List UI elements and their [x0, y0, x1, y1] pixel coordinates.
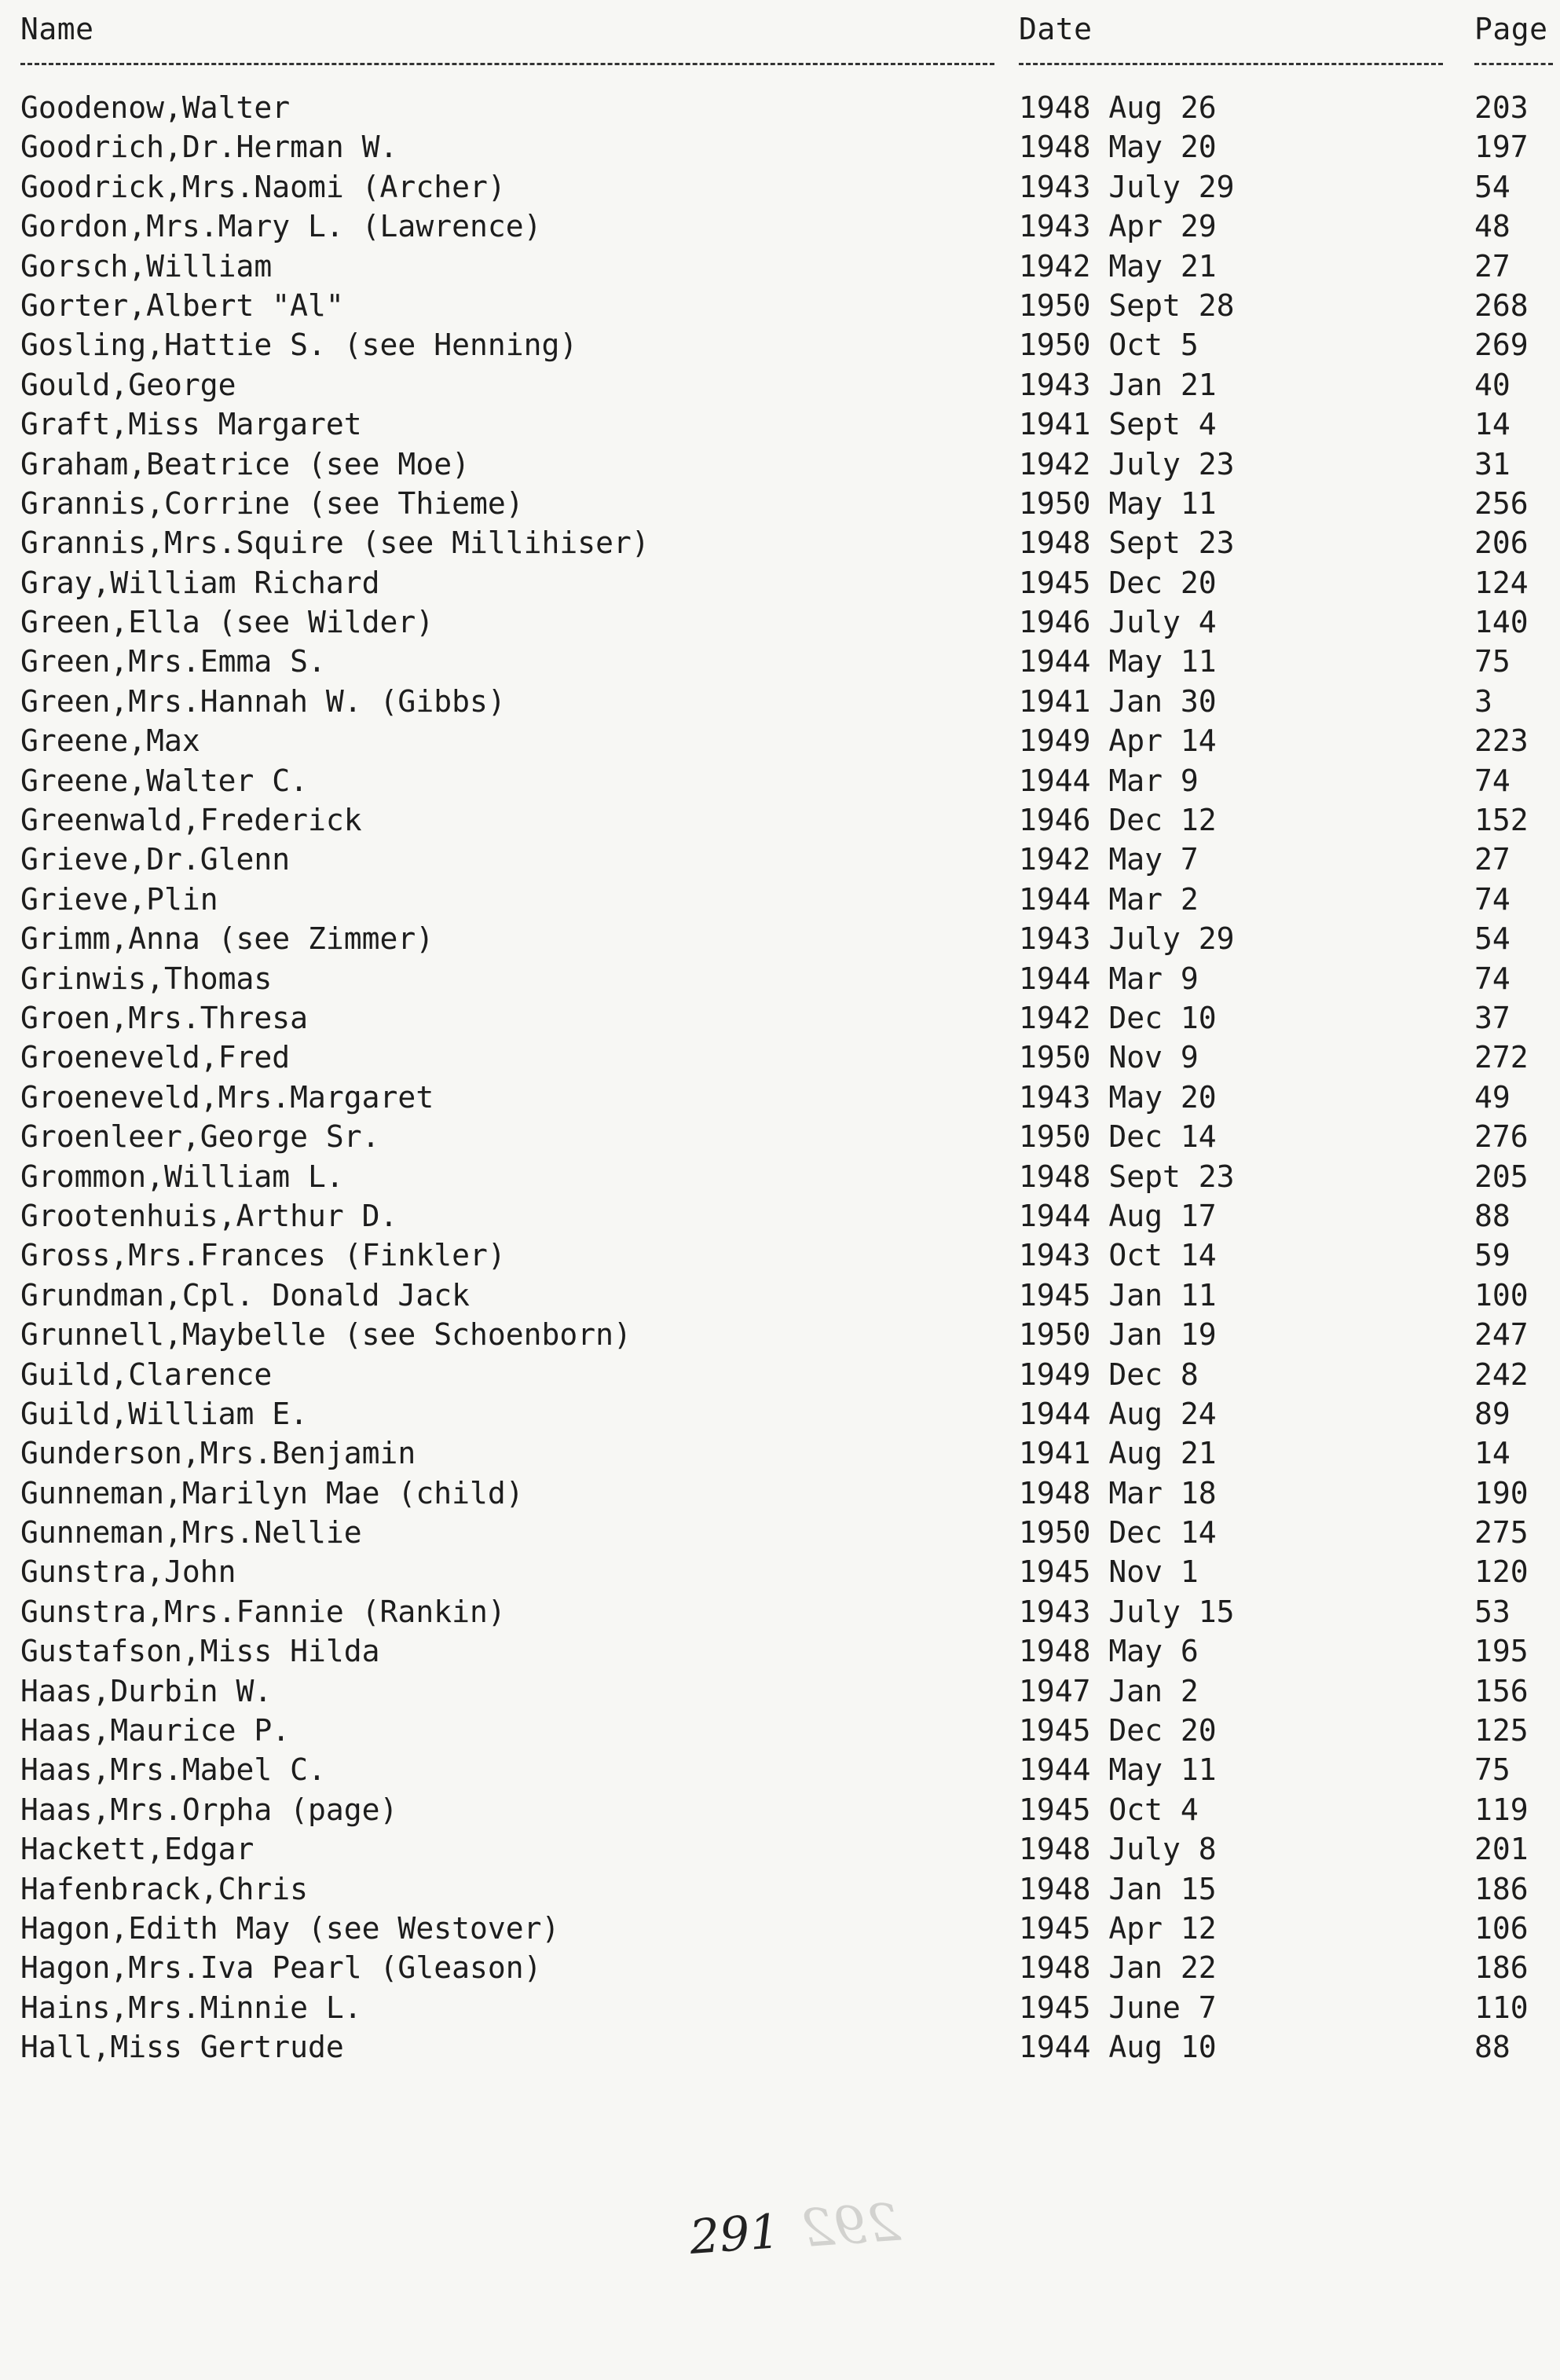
bleed-through-page-number: 292: [799, 2191, 903, 2260]
entry-page: 125: [1474, 1713, 1529, 1748]
index-entry-row: [0, 365, 1560, 405]
index-entry-row: [0, 523, 1560, 562]
entry-page: 74: [1474, 763, 1511, 798]
entry-page: 74: [1474, 881, 1511, 917]
index-entry-row: [0, 484, 1560, 523]
index-entry-row: [0, 721, 1560, 760]
entry-page: 268: [1474, 287, 1529, 323]
entry-date: 1948 Mar 18: [1019, 1475, 1217, 1510]
index-entry-row: [0, 1988, 1560, 2027]
entry-page: 203: [1474, 90, 1529, 125]
entry-date: 1941 Jan 30: [1019, 683, 1217, 719]
index-entry-row: [0, 247, 1560, 286]
entry-page: 275: [1474, 1515, 1529, 1551]
entry-name: Goodenow,Walter: [20, 90, 291, 125]
entry-name: Gunstra,Mrs.Fannie (Rankin): [20, 1594, 506, 1629]
entry-page: 89: [1474, 1396, 1511, 1431]
index-entry-row: [0, 1394, 1560, 1433]
index-entry-row: [0, 1038, 1560, 1077]
entry-name: Grommon,William L.: [20, 1159, 344, 1194]
entry-page: 195: [1474, 1634, 1529, 1669]
entry-page: 88: [1474, 1198, 1511, 1233]
entry-date: 1948 Aug 26: [1019, 90, 1217, 125]
entry-date: 1950 Dec 14: [1019, 1515, 1217, 1551]
entry-name: Haas,Maurice P.: [20, 1713, 291, 1748]
entry-page: 54: [1474, 921, 1511, 957]
entry-date: 1943 Apr 29: [1019, 209, 1217, 244]
entry-page: 152: [1474, 803, 1529, 838]
index-entry-row: [0, 1909, 1560, 1948]
entry-date: 1944 Aug 10: [1019, 2030, 1217, 2065]
entry-date: 1949 Dec 8: [1019, 1357, 1199, 1392]
entry-name: Grannis,Corrine (see Thieme): [20, 485, 524, 521]
entry-date: 1944 May 11: [1019, 1752, 1217, 1788]
index-entry-row: [0, 207, 1560, 246]
entry-name: Haas,Durbin W.: [20, 1673, 273, 1708]
entry-name: Grunnell,Maybelle (see Schoenborn): [20, 1317, 632, 1353]
index-entry-row: [0, 1474, 1560, 1513]
entry-page: 124: [1474, 565, 1529, 600]
name-column-header: Name: [20, 12, 94, 46]
entry-page: 201: [1474, 1832, 1529, 1867]
entry-name: Hackett,Edgar: [20, 1832, 255, 1867]
entry-page: 156: [1474, 1673, 1529, 1708]
entry-date: 1943 July 15: [1019, 1594, 1235, 1629]
index-entry-row: [0, 405, 1560, 444]
entry-date: 1944 Mar 2: [1019, 881, 1199, 917]
index-entry-row: [0, 1592, 1560, 1631]
entry-page: 75: [1474, 644, 1511, 679]
entry-date: 1943 July 29: [1019, 169, 1235, 204]
entry-page: 88: [1474, 2030, 1511, 2065]
entry-name: Grannis,Mrs.Squire (see Millihiser): [20, 525, 650, 561]
entry-name: Hafenbrack,Chris: [20, 1871, 309, 1906]
entry-name: Grootenhuis,Arthur D.: [20, 1198, 398, 1233]
index-entry-row: [0, 2027, 1560, 2067]
entry-name: Gustafson,Miss Hilda: [20, 1634, 380, 1669]
date-column-rule: [1019, 63, 1443, 65]
entry-page: 54: [1474, 169, 1511, 204]
entry-date: 1950 May 11: [1019, 485, 1217, 521]
entry-page: 14: [1474, 407, 1511, 442]
index-entries-list: [0, 88, 1560, 2067]
entry-page: 27: [1474, 248, 1511, 284]
name-column-rule: [20, 63, 994, 65]
entry-date: 1945 Oct 4: [1019, 1792, 1199, 1827]
index-entry-row: [0, 1513, 1560, 1552]
entry-page: 100: [1474, 1277, 1529, 1313]
entry-name: Hagon,Edith May (see Westover): [20, 1910, 560, 1946]
entry-name: Hains,Mrs.Minnie L.: [20, 1990, 362, 2025]
entry-page: 247: [1474, 1317, 1529, 1353]
entry-page: 242: [1474, 1357, 1529, 1392]
index-entry-row: [0, 1315, 1560, 1354]
index-entry-row: [0, 1750, 1560, 1789]
index-entry-row: [0, 1078, 1560, 1117]
entry-date: 1944 Mar 9: [1019, 961, 1199, 996]
index-entry-row: [0, 1117, 1560, 1156]
entry-name: Groeneveld,Fred: [20, 1040, 291, 1075]
entry-name: Hagon,Mrs.Iva Pearl (Gleason): [20, 1950, 542, 1986]
entry-date: 1945 Dec 20: [1019, 1713, 1217, 1748]
entry-page: 272: [1474, 1040, 1529, 1075]
index-entry-row: [0, 761, 1560, 800]
entry-page: 110: [1474, 1990, 1529, 2025]
index-entry-row: [0, 1355, 1560, 1394]
page-column-rule: [1474, 63, 1553, 65]
index-entry-row: [0, 1790, 1560, 1829]
entry-date: 1942 July 23: [1019, 446, 1235, 481]
entry-name: Grieve,Plin: [20, 881, 218, 917]
index-entry-row: [0, 800, 1560, 840]
entry-date: 1950 Sept 28: [1019, 287, 1235, 323]
entry-name: Gunneman,Mrs.Nellie: [20, 1515, 362, 1551]
index-entry-row: [0, 602, 1560, 642]
entry-date: 1943 Jan 21: [1019, 367, 1217, 402]
entry-date: 1946 Dec 12: [1019, 803, 1217, 838]
entry-page: 37: [1474, 1000, 1511, 1035]
entry-name: Guild,William E.: [20, 1396, 309, 1431]
entry-name: Goodrick,Mrs.Naomi (Archer): [20, 169, 506, 204]
entry-name: Greene,Max: [20, 723, 200, 759]
entry-date: 1944 Aug 24: [1019, 1396, 1217, 1431]
entry-name: Greene,Walter C.: [20, 763, 309, 798]
entry-name: Gorter,Albert "Al": [20, 287, 344, 323]
index-entry-row: [0, 1433, 1560, 1473]
index-entry-row: [0, 1276, 1560, 1315]
entry-date: 1948 July 8: [1019, 1832, 1217, 1867]
index-entry-row: [0, 682, 1560, 721]
entry-page: 14: [1474, 1436, 1511, 1471]
entry-page: 49: [1474, 1079, 1511, 1115]
entry-date: 1943 July 29: [1019, 921, 1235, 957]
entry-date: 1944 Aug 17: [1019, 1198, 1217, 1233]
index-entry-row: [0, 1196, 1560, 1236]
entry-name: Graham,Beatrice (see Moe): [20, 446, 470, 481]
entry-page: 120: [1474, 1554, 1529, 1590]
entry-page: 186: [1474, 1950, 1529, 1986]
index-entry-row: [0, 880, 1560, 919]
entry-page: 205: [1474, 1159, 1529, 1194]
entry-name: Green,Mrs.Emma S.: [20, 644, 326, 679]
index-entry-row: [0, 1829, 1560, 1869]
index-entry-row: [0, 1552, 1560, 1591]
entry-date: 1948 Jan 15: [1019, 1871, 1217, 1906]
entry-name: Green,Mrs.Hannah W. (Gibbs): [20, 683, 506, 719]
entry-date: 1946 July 4: [1019, 605, 1217, 640]
index-entry-row: [0, 1869, 1560, 1909]
entry-page: 53: [1474, 1594, 1511, 1629]
entry-page: 27: [1474, 842, 1511, 877]
entry-page: 190: [1474, 1475, 1529, 1510]
entry-date: 1948 Sept 23: [1019, 525, 1235, 561]
entry-page: 3: [1474, 683, 1492, 719]
entry-date: 1948 May 6: [1019, 1634, 1199, 1669]
entry-name: Gunderson,Mrs.Benjamin: [20, 1436, 416, 1471]
entry-date: 1945 Dec 20: [1019, 565, 1217, 600]
entry-page: 119: [1474, 1792, 1529, 1827]
entry-date: 1950 Oct 5: [1019, 328, 1199, 363]
entry-date: 1941 Sept 4: [1019, 407, 1217, 442]
entry-name: Grieve,Dr.Glenn: [20, 842, 291, 877]
index-entry-row: [0, 563, 1560, 602]
index-entry-row: [0, 1948, 1560, 1987]
entry-name: Haas,Mrs.Orpha (page): [20, 1792, 398, 1827]
index-entry-row: [0, 1671, 1560, 1711]
index-entry-row: [0, 1236, 1560, 1275]
entry-date: 1948 May 20: [1019, 130, 1217, 165]
entry-name: Gorsch,William: [20, 248, 273, 284]
entry-page: 206: [1474, 525, 1529, 561]
entry-page: 74: [1474, 961, 1511, 996]
entry-date: 1945 Nov 1: [1019, 1554, 1199, 1590]
page-column-header: Page: [1474, 12, 1548, 46]
entry-name: Gosling,Hattie S. (see Henning): [20, 328, 578, 363]
entry-name: Gordon,Mrs.Mary L. (Lawrence): [20, 209, 542, 244]
index-entry-row: [0, 998, 1560, 1038]
entry-name: Groenleer,George Sr.: [20, 1119, 380, 1155]
entry-date: 1950 Jan 19: [1019, 1317, 1217, 1353]
entry-page: 40: [1474, 367, 1511, 402]
index-entry-row: [0, 1157, 1560, 1196]
entry-page: 48: [1474, 209, 1511, 244]
entry-name: Gunstra,John: [20, 1554, 236, 1590]
entry-date: 1948 Jan 22: [1019, 1950, 1217, 1986]
index-entry-row: [0, 919, 1560, 958]
column-header-row: [0, 0, 1560, 63]
entry-page: 197: [1474, 130, 1529, 165]
index-entry-row: [0, 959, 1560, 998]
entry-date: 1950 Nov 9: [1019, 1040, 1199, 1075]
handwritten-page-number: 291: [687, 2204, 782, 2265]
entry-date: 1947 Jan 2: [1019, 1673, 1199, 1708]
entry-name: Gross,Mrs.Frances (Finkler): [20, 1238, 506, 1273]
entry-page: 186: [1474, 1871, 1529, 1906]
index-entry-row: [0, 1631, 1560, 1671]
entry-page: 75: [1474, 1752, 1511, 1788]
index-entry-row: [0, 325, 1560, 364]
entry-name: Goodrich,Dr.Herman W.: [20, 130, 398, 165]
index-entry-row: [0, 1711, 1560, 1750]
index-entry-row: [0, 127, 1560, 167]
entry-name: Gray,William Richard: [20, 565, 380, 600]
entry-date: 1941 Aug 21: [1019, 1436, 1217, 1471]
entry-page: 269: [1474, 328, 1529, 363]
entry-name: Grimm,Anna (see Zimmer): [20, 921, 434, 957]
entry-page: 31: [1474, 446, 1511, 481]
index-entry-row: [0, 167, 1560, 207]
entry-date: 1949 Apr 14: [1019, 723, 1217, 759]
entry-date: 1945 Jan 11: [1019, 1277, 1217, 1313]
entry-name: Graft,Miss Margaret: [20, 407, 362, 442]
entry-page: 106: [1474, 1910, 1529, 1946]
entry-page: 140: [1474, 605, 1529, 640]
entry-name: Guild,Clarence: [20, 1357, 273, 1392]
entry-date: 1943 May 20: [1019, 1079, 1217, 1115]
date-column-header: Date: [1019, 12, 1093, 46]
entry-date: 1945 June 7: [1019, 1990, 1217, 2025]
entry-date: 1945 Apr 12: [1019, 1910, 1217, 1946]
entry-date: 1950 Dec 14: [1019, 1119, 1217, 1155]
entry-name: Gould,George: [20, 367, 236, 402]
entry-name: Greenwald,Frederick: [20, 803, 362, 838]
entry-date: 1948 Sept 23: [1019, 1159, 1235, 1194]
entry-name: Grundman,Cpl. Donald Jack: [20, 1277, 470, 1313]
entry-name: Hall,Miss Gertrude: [20, 2030, 344, 2065]
index-entry-row: [0, 88, 1560, 127]
index-entry-row: [0, 840, 1560, 879]
entry-date: 1942 May 7: [1019, 842, 1199, 877]
entry-name: Gunneman,Marilyn Mae (child): [20, 1475, 524, 1510]
entry-name: Haas,Mrs.Mabel C.: [20, 1752, 326, 1788]
entry-name: Groen,Mrs.Thresa: [20, 1000, 309, 1035]
entry-page: 59: [1474, 1238, 1511, 1273]
entry-date: 1944 Mar 9: [1019, 763, 1199, 798]
index-entry-row: [0, 445, 1560, 484]
entry-date: 1944 May 11: [1019, 644, 1217, 679]
entry-page: 256: [1474, 485, 1529, 521]
entry-date: 1943 Oct 14: [1019, 1238, 1217, 1273]
entry-page: 223: [1474, 723, 1529, 759]
index-entry-row: [0, 642, 1560, 681]
entry-date: 1942 Dec 10: [1019, 1000, 1217, 1035]
entry-name: Grinwis,Thomas: [20, 961, 273, 996]
entry-name: Groeneveld,Mrs.Margaret: [20, 1079, 434, 1115]
entry-name: Green,Ella (see Wilder): [20, 605, 434, 640]
index-entry-row: [0, 286, 1560, 325]
entry-page: 276: [1474, 1119, 1529, 1155]
entry-date: 1942 May 21: [1019, 248, 1217, 284]
